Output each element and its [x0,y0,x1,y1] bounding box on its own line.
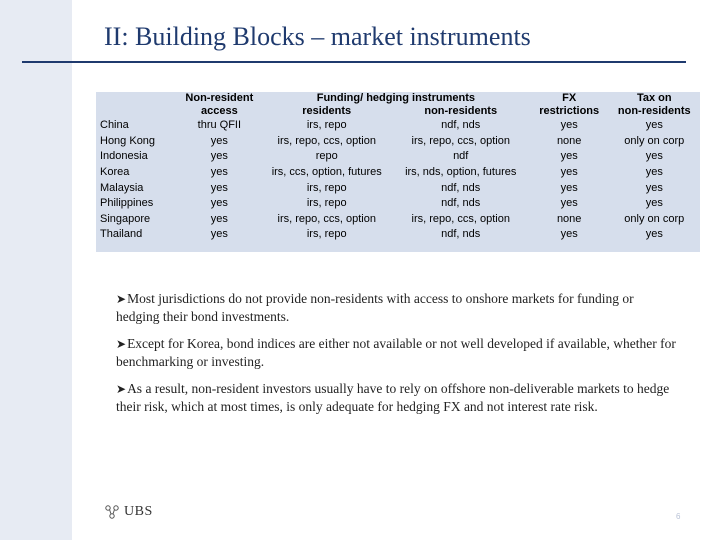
header-access-line1: Non-resident [185,92,254,104]
cell-tax: only on corp [624,212,685,225]
table-header-row-1 [96,92,700,105]
cell-access: yes [210,181,228,194]
cell-tax: yes [645,228,663,241]
bullet-item [116,335,676,371]
table-row [96,134,700,150]
arrow-bullet-icon: ➤ [116,292,127,306]
cell-residents: irs, repo, ccs, option [277,134,376,147]
cell-non-residents: irs, repo, ccs, option [411,212,510,225]
cell-non-residents: ndf, nds [441,181,481,194]
slide-title: II: Building Blocks – market instruments [104,22,531,51]
cell-residents: irs, ccs, option, futures [271,166,382,179]
bullet-item [116,380,676,416]
table-row [96,196,700,212]
header-country [96,92,177,105]
table-row [96,165,700,181]
cell-country: Indonesia [100,150,148,163]
left-decorative-band [0,0,72,540]
cell-tax: yes [645,181,663,194]
cell-residents: irs, repo [306,119,347,132]
market-instruments-table-container [96,92,700,252]
bullet-text: Most jurisdictions do not provide non-residents with access to onshore markets for funding or hedging their bond investments. [116,291,634,324]
header-fx-line1: FX [562,92,577,104]
cell-tax: only on corp [624,134,685,147]
cell-residents: irs, repo [306,181,347,194]
ubs-logo-text: UBS [124,504,153,519]
cell-non-residents: ndf, nds [441,197,481,210]
table-row [96,227,700,243]
header-tax-line2: non-residents [617,105,691,117]
title-divider [22,61,686,63]
cell-tax: yes [645,150,663,163]
header-blank [96,105,177,118]
cell-access: yes [210,150,228,163]
cell-access: yes [210,166,228,179]
cell-non-residents: irs, nds, option, futures [405,166,517,179]
bullet-text: As a result, non-resident investors usually have to rely on offshore non-deliverable markets to hedge their risk, which at most times, is only adequate for hedging FX and not interest rate risk. [116,381,670,414]
page-number: 6 [676,512,681,521]
table-row [96,180,700,196]
cell-fx: yes [560,228,578,241]
cell-fx: yes [560,150,578,163]
cell-residents: irs, repo [306,197,347,210]
cell-fx: yes [560,119,578,132]
cell-fx: yes [560,181,578,194]
cell-residents: repo [315,150,338,163]
cell-non-residents: ndf, nds [441,119,481,132]
cell-tax: yes [645,119,663,132]
table-row [96,118,700,134]
cell-country: Philippines [100,197,154,210]
header-tax-line1: Tax on [636,92,672,104]
cell-tax: yes [645,197,663,210]
table-row [96,149,700,165]
cell-fx: none [556,134,582,147]
table-header-row-2 [96,105,700,118]
cell-country: China [100,119,129,132]
cell-country: Thailand [100,228,143,241]
cell-country: Hong Kong [100,134,156,147]
cell-access: yes [210,228,228,241]
arrow-bullet-icon: ➤ [116,337,127,351]
header-residents: residents [302,105,352,117]
market-instruments-table [96,92,700,243]
header-non-residents: non-residents [424,105,498,117]
bullet-list [116,290,676,425]
ubs-keys-icon [104,504,120,520]
cell-tax: yes [645,166,663,179]
cell-access: thru QFII [197,119,242,132]
cell-residents: irs, repo [306,228,347,241]
bullet-text: Except for Korea, bond indices are either not available or not well developed if available, whether for benchmarking or investing. [116,336,676,369]
header-access-line2: access [200,105,238,117]
cell-residents: irs, repo, ccs, option [277,212,376,225]
cell-country: Korea [100,166,130,179]
arrow-bullet-icon: ➤ [116,382,127,396]
cell-non-residents: ndf [453,150,469,163]
cell-non-residents: irs, repo, ccs, option [411,134,510,147]
cell-non-residents: ndf, nds [441,228,481,241]
header-instruments: Funding/ hedging instruments [316,92,475,104]
ubs-logo [104,504,153,520]
cell-access: yes [210,197,228,210]
cell-country: Singapore [100,212,151,225]
cell-fx: none [556,212,582,225]
cell-fx: yes [560,197,578,210]
cell-access: yes [210,212,228,225]
cell-access: yes [210,134,228,147]
header-fx-line2: restrictions [539,105,600,117]
cell-fx: yes [560,166,578,179]
table-row [96,212,700,228]
cell-country: Malaysia [100,181,144,194]
bullet-item [116,290,676,326]
